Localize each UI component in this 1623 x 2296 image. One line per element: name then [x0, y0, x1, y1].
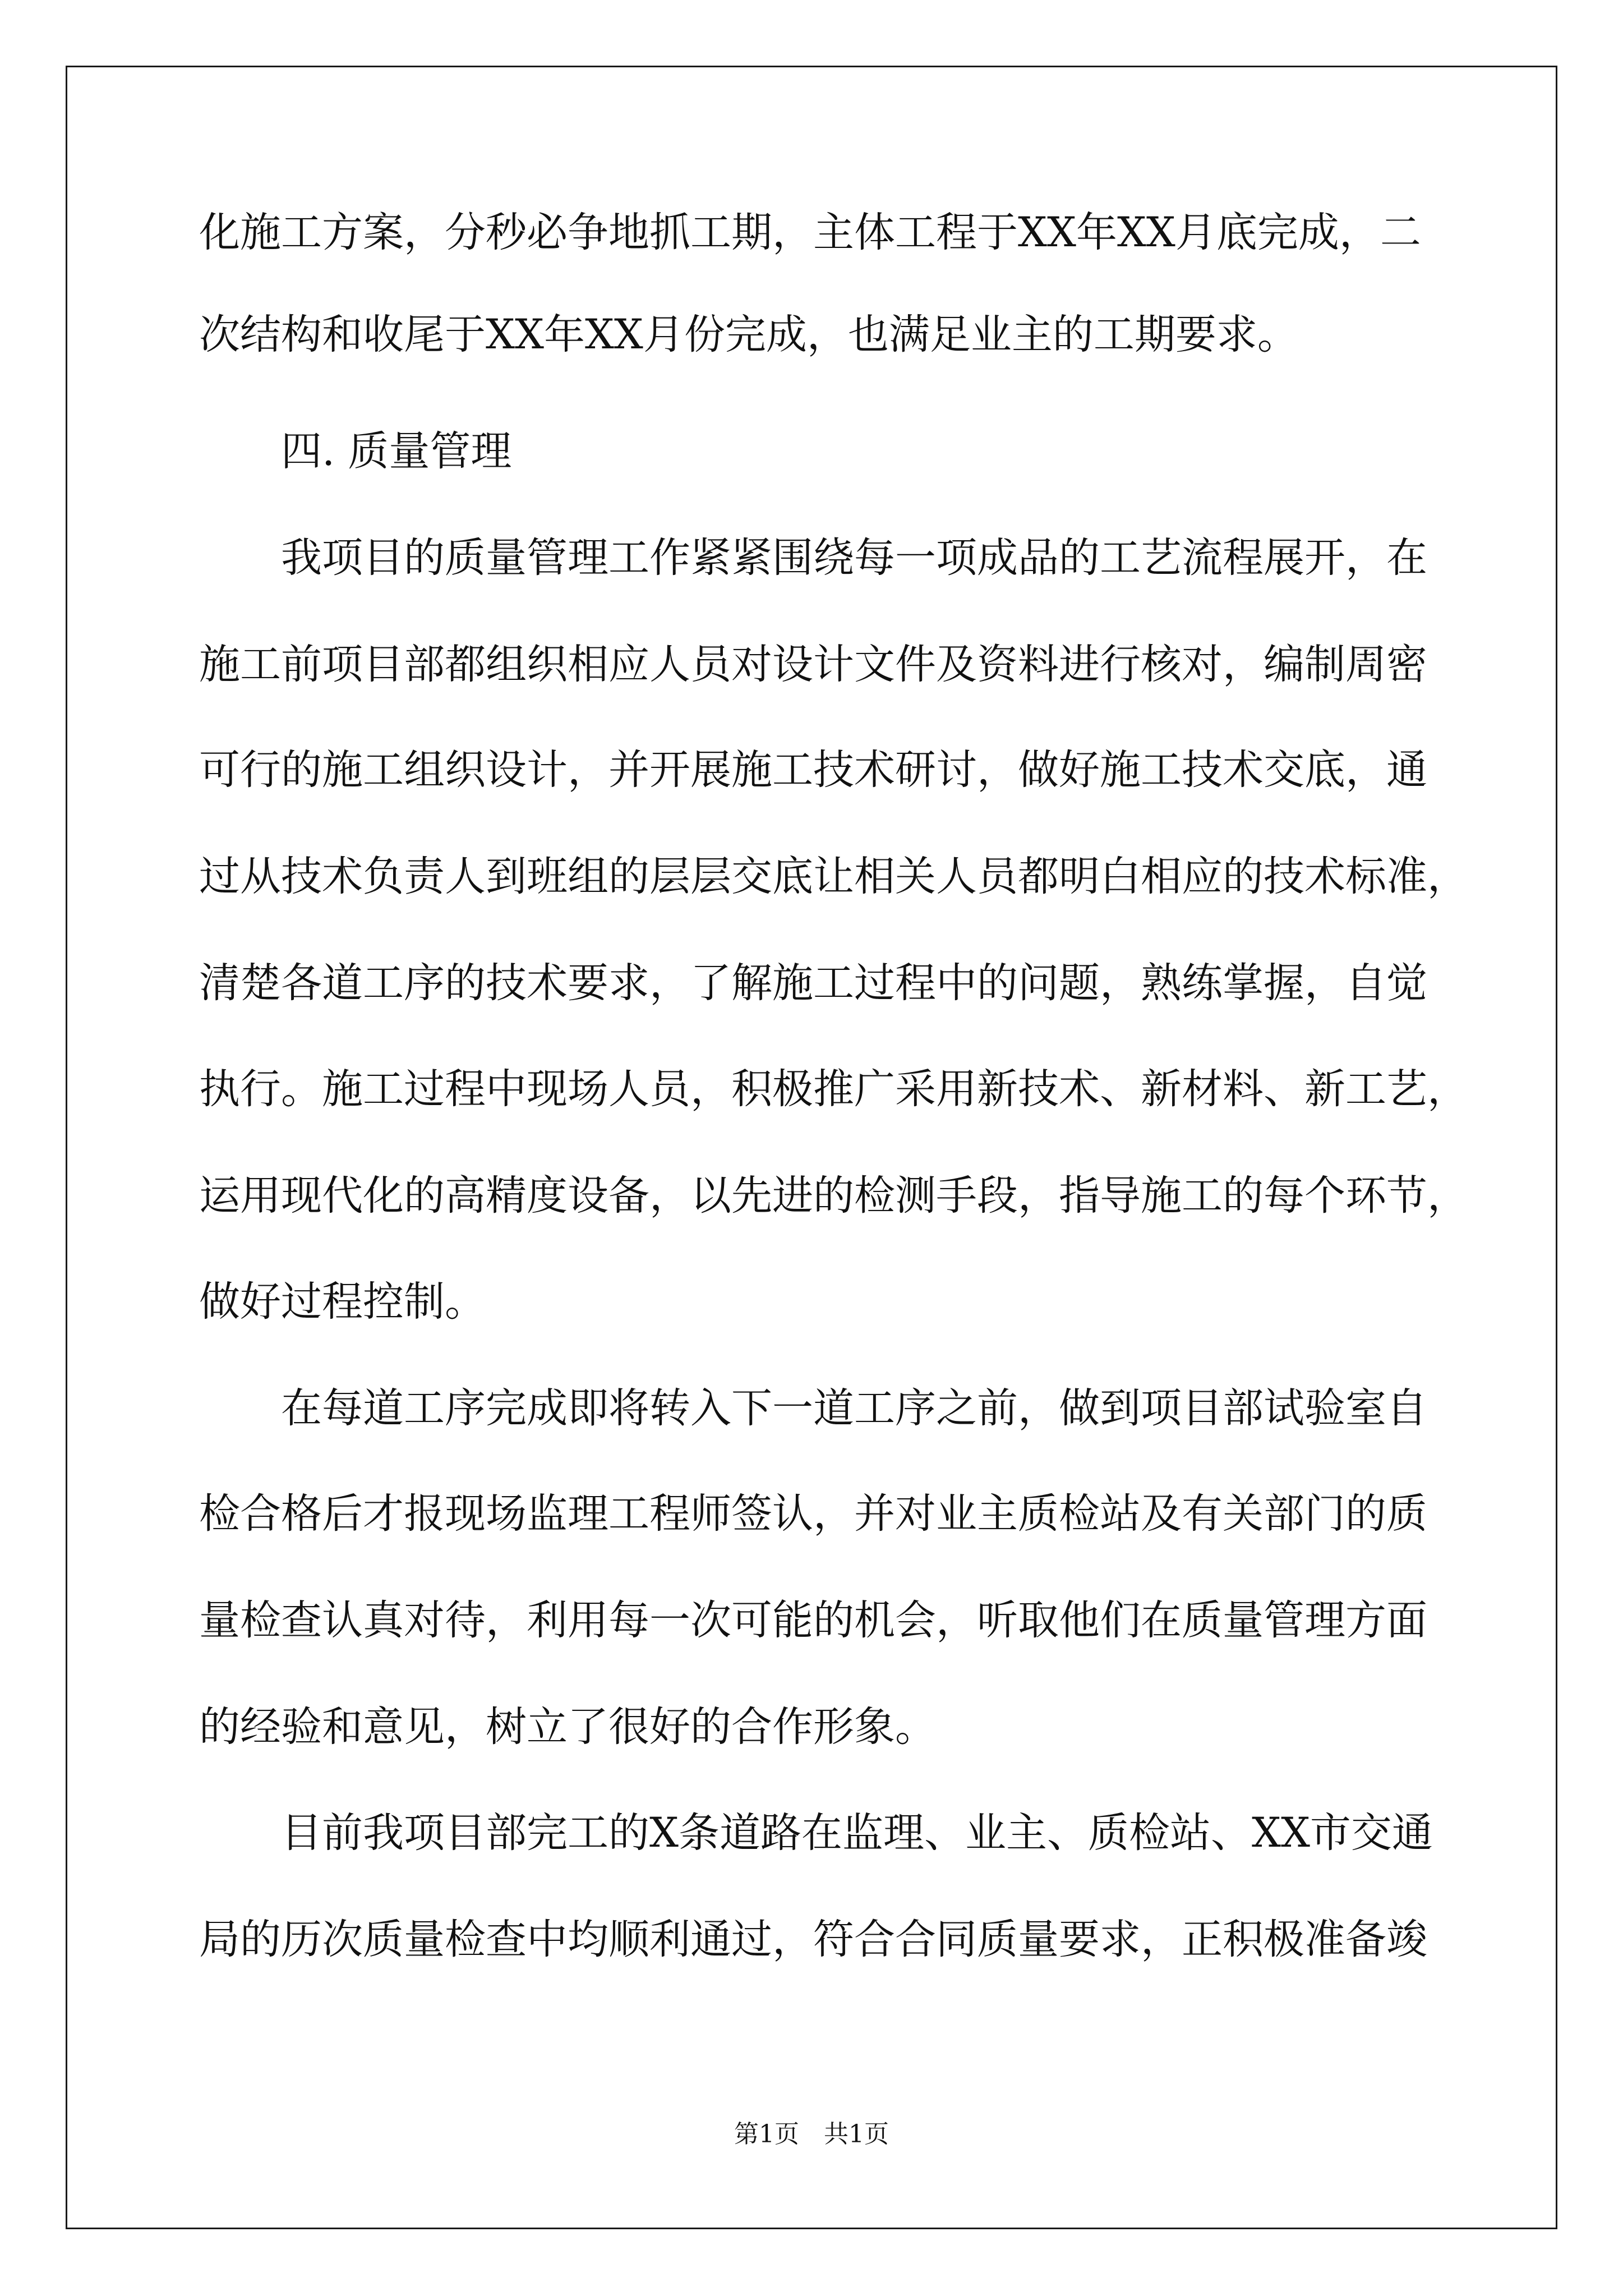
text-line: 运用现代化的高精度设备，以先进的检测手段，指导施工的每个环节，	[199, 1172, 1468, 1220]
text-line: 我项目的质量管理工作紧紧围绕每一项成品的工艺流程展开，在	[281, 534, 1427, 582]
text-line: 在每道工序完成即将转入下一道工序之前，做到项目部试验室自	[281, 1384, 1427, 1432]
text-line: 检合格后才报现场监理工程师签认，并对业主质检站及有关部门的质	[199, 1490, 1427, 1538]
text-line: 局的历次质量检查中均顺利通过，符合合同质量要求，正积极准备竣	[199, 1916, 1427, 1963]
text-line: 施工前项目部都组织相应人员对设计文件及资料进行核对，编制周密	[199, 641, 1427, 688]
text-line: 可行的施工组织设计，并开展施工技术研讨，做好施工技术交底，通	[199, 746, 1427, 794]
text-line: 做好过程控制。	[199, 1278, 486, 1326]
page-number: 第1页	[734, 2120, 799, 2148]
text-line: 次结构和收尾于XX年XX月份完成，也满足业主的工期要求。	[199, 311, 1298, 358]
text-line: 的经验和意见，树立了很好的合作形象。	[199, 1703, 936, 1751]
text-line: 量检查认真对待，利用每一次可能的机会，听取他们在质量管理方面	[199, 1596, 1427, 1644]
section-heading: 四. 质量管理	[281, 427, 512, 475]
page-footer	[0, 2118, 1623, 2151]
page-total: 共1页	[824, 2120, 889, 2148]
text-line: 执行。施工过程中现场人员，积极推广采用新技术、新材料、新工艺，	[199, 1065, 1468, 1113]
text-line: 清楚各道工序的技术要求，了解施工过程中的问题，熟练掌握，自觉	[199, 959, 1427, 1007]
page-border	[66, 66, 1557, 2229]
text-line: 过从技术负责人到班组的层层交底让相关人员都明白相应的技术标准，	[199, 853, 1468, 900]
text-line: 化施工方案，分秒必争地抓工期，主体工程于XX年XX月底完成，二	[199, 209, 1421, 256]
text-line: 目前我项目部完工的X条道路在监理、业主、质检站、XX市交通	[281, 1809, 1433, 1857]
